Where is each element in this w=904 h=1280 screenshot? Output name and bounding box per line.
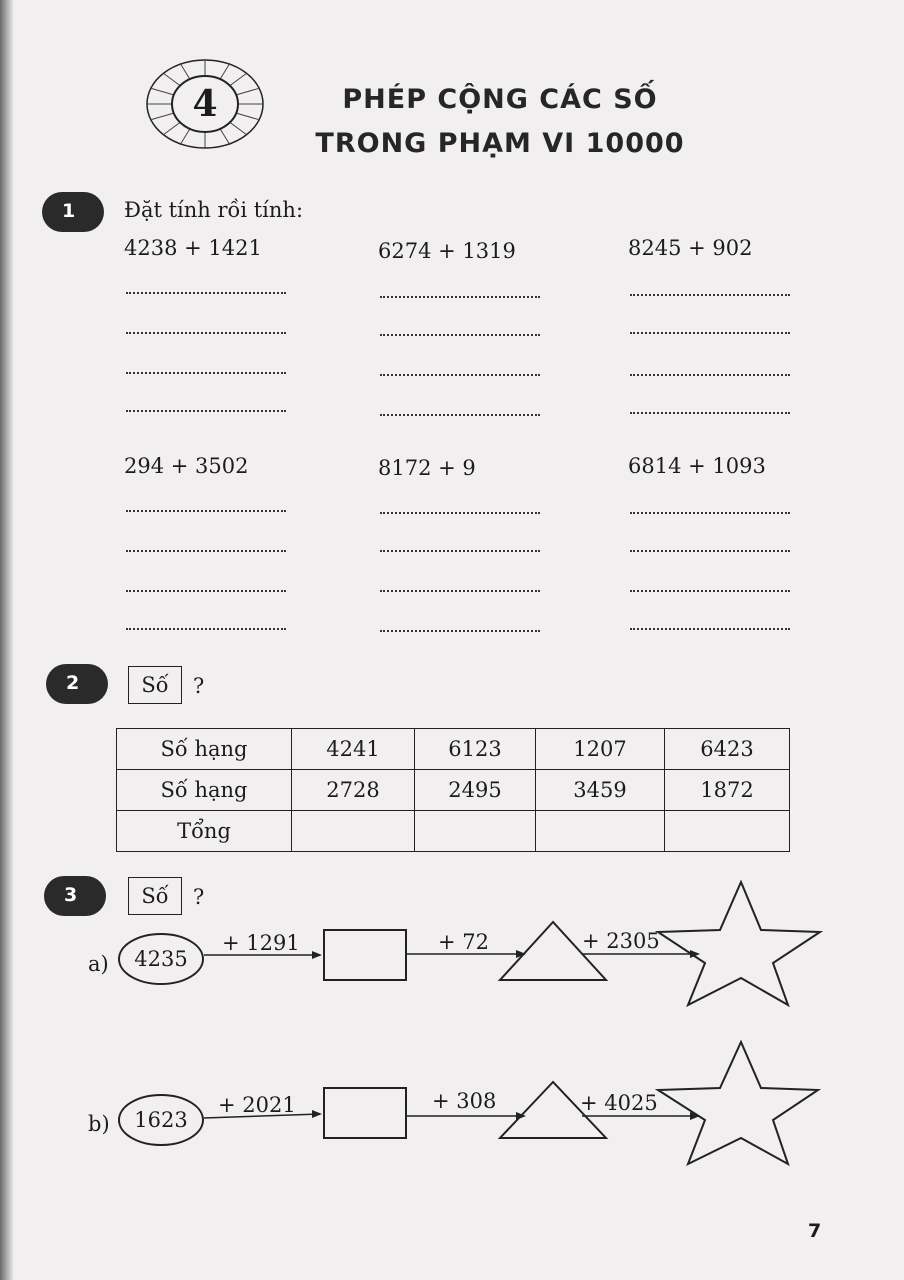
flow-a-diagram [110,880,830,1020]
answer-line[interactable] [126,332,286,334]
step-3-label: + 4025 [580,1091,658,1115]
page-edge-shadow [0,0,14,1280]
table-row [117,770,790,811]
row-header: Tổng [117,811,292,852]
part-b-label: b) [88,1112,110,1136]
answer-line[interactable] [380,334,540,336]
start-value: 4235 [134,947,188,971]
answer-line[interactable] [630,628,790,630]
answer-box[interactable] [324,1088,406,1138]
answer-line[interactable] [126,550,286,552]
exercise-1-instruction: Đặt tính rồi tính: [124,198,304,222]
answer-line[interactable] [380,414,540,416]
row-header: Số hạng [117,770,292,811]
answer-line[interactable] [380,296,540,298]
page-number: 7 [808,1220,822,1242]
question-mark: ? [193,674,205,698]
title-line-2: TRONG PHẠM VI 10000 [315,128,685,159]
table-cell: 6123 [415,729,536,770]
answer-line[interactable] [126,628,286,630]
sum-answer-cell[interactable] [665,811,790,852]
answer-box[interactable] [324,930,406,980]
sum-answer-cell[interactable] [536,811,665,852]
table-row [117,729,790,770]
expression-3: 8245 + 902 [628,236,753,260]
step-3-label: + 2305 [582,929,660,953]
answer-line[interactable] [126,590,286,592]
answer-line[interactable] [126,372,286,374]
so-box: Số [128,877,182,915]
step-1-label: + 1291 [222,931,300,955]
lesson-badge [145,58,265,150]
so-box: Số [128,666,182,704]
table-cell: 2495 [415,770,536,811]
answer-line[interactable] [380,374,540,376]
table-cell: 6423 [665,729,790,770]
expression-2: 6274 + 1319 [378,239,516,263]
answer-star[interactable] [658,1042,818,1164]
expression-4: 294 + 3502 [124,454,249,478]
answer-line[interactable] [126,510,286,512]
flow-b-diagram [110,1040,830,1180]
arrowhead-icon [312,1110,322,1118]
answer-line[interactable] [126,410,286,412]
answer-line[interactable] [630,550,790,552]
start-value: 1623 [134,1108,188,1132]
exercise-3-badge: 3 [44,876,106,916]
answer-line[interactable] [630,590,790,592]
row-header: Số hạng [117,729,292,770]
question-mark: ? [193,885,205,909]
answer-line[interactable] [630,412,790,414]
expression-6: 6814 + 1093 [628,454,766,478]
step-2-label: + 72 [438,930,489,954]
answer-line[interactable] [630,512,790,514]
sum-answer-cell[interactable] [415,811,536,852]
answer-line[interactable] [630,374,790,376]
answer-star[interactable] [658,882,820,1005]
addition-table [116,728,790,852]
table-cell: 4241 [292,729,415,770]
answer-line[interactable] [380,590,540,592]
answer-line[interactable] [380,630,540,632]
expression-5: 8172 + 9 [378,456,476,480]
expression-1: 4238 + 1421 [124,236,262,260]
answer-line[interactable] [126,292,286,294]
answer-line[interactable] [380,512,540,514]
page-title [300,78,700,166]
table-row [117,811,790,852]
sum-answer-cell[interactable] [292,811,415,852]
table-cell: 1872 [665,770,790,811]
step-1-label: + 2021 [218,1093,296,1117]
step-2-label: + 308 [432,1089,497,1113]
arrowhead-icon [312,951,322,959]
part-a-label: a) [88,952,109,976]
answer-line[interactable] [630,294,790,296]
table-cell: 1207 [536,729,665,770]
exercise-1-badge: 1 [42,192,104,232]
table-cell: 3459 [536,770,665,811]
title-line-1: PHÉP CỘNG CÁC SỐ [342,84,658,115]
exercise-2-badge: 2 [46,664,108,704]
answer-line[interactable] [380,550,540,552]
table-cell: 2728 [292,770,415,811]
lesson-number: 4 [192,83,218,125]
answer-line[interactable] [630,332,790,334]
